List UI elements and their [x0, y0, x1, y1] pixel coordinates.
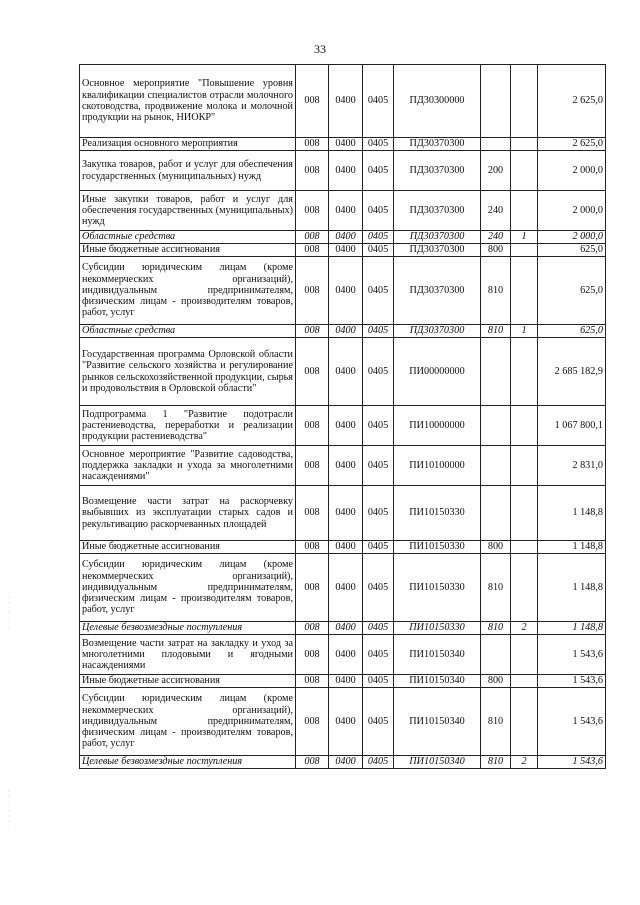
row-funding-source: 1: [511, 231, 538, 244]
table-row: [80, 406, 606, 446]
row-section-code: 0400: [329, 325, 363, 338]
row-target-article: ПИ10000000: [394, 406, 481, 446]
row-expense-type: 240: [481, 231, 511, 244]
row-description: Иные бюджетные ассигнования: [80, 244, 296, 257]
row-target-article: ПИ10150340: [394, 675, 481, 688]
row-subsection-code: 0405: [363, 446, 394, 486]
row-target-article: ПИ00000000: [394, 338, 481, 406]
row-ministry-code: 008: [296, 151, 329, 191]
row-description: Возмещение части затрат на закладку и уход за многолетними плодовыми и ягодными насаждениями: [80, 635, 296, 675]
row-section-code: 0400: [329, 675, 363, 688]
row-description: Основное мероприятие "Развитие садоводства, поддержка закладки и ухода за многолетними насаждениями": [80, 446, 296, 486]
row-section-code: 0400: [329, 257, 363, 325]
row-description: Основное мероприятие "Повышение уровня квалификации специалистов отрасли молочного скотоводства, продвижение молока и молочной продукции на рынок, НИОКР": [80, 65, 296, 138]
row-ministry-code: 008: [296, 756, 329, 769]
row-expense-type: 810: [481, 622, 511, 635]
row-description: Государственная программа Орловской области "Развитие сельского хозяйства и регулирование рынков сельскохозяйственной продукции, сырья и продовольствия в Орловской области": [80, 338, 296, 406]
row-funding-source: [511, 688, 538, 756]
row-expense-type: 200: [481, 151, 511, 191]
row-subsection-code: 0405: [363, 554, 394, 622]
row-amount: 1 543,6: [538, 688, 606, 756]
row-funding-source: [511, 138, 538, 151]
row-section-code: 0400: [329, 406, 363, 446]
row-description: Иные закупки товаров, работ и услуг для обеспечения государственных (муниципальных) нужд: [80, 191, 296, 231]
row-section-code: 0400: [329, 338, 363, 406]
row-target-article: ПД30300000: [394, 65, 481, 138]
table-row: [80, 622, 606, 635]
row-subsection-code: 0405: [363, 635, 394, 675]
table-row: [80, 635, 606, 675]
row-section-code: 0400: [329, 541, 363, 554]
row-section-code: 0400: [329, 635, 363, 675]
row-target-article: ПИ10150330: [394, 486, 481, 541]
row-ministry-code: 008: [296, 325, 329, 338]
row-target-article: ПД30370300: [394, 325, 481, 338]
row-subsection-code: 0405: [363, 486, 394, 541]
row-funding-source: [511, 486, 538, 541]
row-target-article: ПИ10150340: [394, 756, 481, 769]
row-subsection-code: 0405: [363, 138, 394, 151]
row-subsection-code: 0405: [363, 231, 394, 244]
table-row: [80, 486, 606, 541]
row-ministry-code: 008: [296, 541, 329, 554]
row-target-article: ПИ10150340: [394, 635, 481, 675]
row-section-code: 0400: [329, 554, 363, 622]
row-amount: 1 148,8: [538, 486, 606, 541]
row-expense-type: 810: [481, 756, 511, 769]
row-subsection-code: 0405: [363, 65, 394, 138]
row-funding-source: [511, 541, 538, 554]
row-funding-source: 1: [511, 325, 538, 338]
row-subsection-code: 0405: [363, 541, 394, 554]
row-target-article: ПД30370300: [394, 138, 481, 151]
row-subsection-code: 0405: [363, 406, 394, 446]
budget-table: [79, 64, 606, 769]
table-row: [80, 325, 606, 338]
row-description: Целевые безвозмездные поступления: [80, 756, 296, 769]
row-ministry-code: 008: [296, 446, 329, 486]
row-description: Иные бюджетные ассигнования: [80, 675, 296, 688]
row-subsection-code: 0405: [363, 338, 394, 406]
row-amount: 1 148,8: [538, 622, 606, 635]
row-description: Областные средства: [80, 325, 296, 338]
table-row: [80, 138, 606, 151]
row-target-article: ПД30370300: [394, 151, 481, 191]
row-subsection-code: 0405: [363, 257, 394, 325]
row-ministry-code: 008: [296, 622, 329, 635]
table-row: [80, 65, 606, 138]
row-target-article: ПИ10150330: [394, 554, 481, 622]
row-funding-source: [511, 406, 538, 446]
row-amount: 1 148,8: [538, 554, 606, 622]
row-section-code: 0400: [329, 231, 363, 244]
row-expense-type: [481, 635, 511, 675]
table-row: [80, 338, 606, 406]
row-section-code: 0400: [329, 486, 363, 541]
row-description: Субсидии юридическим лицам (кроме некоммерческих организаций), индивидуальным предпринимателям, физическим лицам - производителям товаров, работ, услуг: [80, 688, 296, 756]
row-section-code: 0400: [329, 151, 363, 191]
table-row: [80, 446, 606, 486]
row-ministry-code: 008: [296, 338, 329, 406]
row-expense-type: [481, 338, 511, 406]
row-ministry-code: 008: [296, 65, 329, 138]
table-row: [80, 675, 606, 688]
table-row: [80, 688, 606, 756]
row-expense-type: 800: [481, 541, 511, 554]
row-funding-source: 2: [511, 622, 538, 635]
row-expense-type: 800: [481, 675, 511, 688]
row-section-code: 0400: [329, 756, 363, 769]
row-subsection-code: 0405: [363, 756, 394, 769]
row-expense-type: [481, 446, 511, 486]
table-row: [80, 244, 606, 257]
row-section-code: 0400: [329, 622, 363, 635]
row-amount: 2 000,0: [538, 231, 606, 244]
table-row: [80, 191, 606, 231]
row-ministry-code: 008: [296, 231, 329, 244]
row-target-article: ПИ10100000: [394, 446, 481, 486]
row-amount: 625,0: [538, 257, 606, 325]
row-ministry-code: 008: [296, 257, 329, 325]
row-expense-type: [481, 138, 511, 151]
row-subsection-code: 0405: [363, 191, 394, 231]
row-amount: 2 685 182,9: [538, 338, 606, 406]
row-subsection-code: 0405: [363, 325, 394, 338]
table-row: [80, 257, 606, 325]
row-description: Реализация основного мероприятия: [80, 138, 296, 151]
row-ministry-code: 008: [296, 406, 329, 446]
row-target-article: ПИ10150340: [394, 688, 481, 756]
row-funding-source: 2: [511, 756, 538, 769]
table-row: [80, 756, 606, 769]
row-ministry-code: 008: [296, 191, 329, 231]
row-description: Областные средства: [80, 231, 296, 244]
row-ministry-code: 008: [296, 688, 329, 756]
row-amount: 1 148,8: [538, 541, 606, 554]
row-expense-type: 810: [481, 257, 511, 325]
row-funding-source: [511, 191, 538, 231]
table-row: [80, 554, 606, 622]
row-description: Подпрограмма 1 "Развитие подотрасли растениеводства, переработки и реализации продукции растениеводства": [80, 406, 296, 446]
row-target-article: ПД30370300: [394, 231, 481, 244]
row-section-code: 0400: [329, 138, 363, 151]
row-funding-source: [511, 244, 538, 257]
row-amount: 2 831,0: [538, 446, 606, 486]
row-description: Целевые безвозмездные поступления: [80, 622, 296, 635]
row-amount: 1 543,6: [538, 635, 606, 675]
table-row: [80, 231, 606, 244]
row-description: Субсидии юридическим лицам (кроме некоммерческих организаций), индивидуальным предпринимателям, физическим лицам - производителям товаров, работ, услуг: [80, 554, 296, 622]
row-target-article: ПИ10150330: [394, 622, 481, 635]
table-row: [80, 151, 606, 191]
row-ministry-code: 008: [296, 675, 329, 688]
row-subsection-code: 0405: [363, 675, 394, 688]
row-expense-type: [481, 406, 511, 446]
row-description: Субсидии юридическим лицам (кроме некоммерческих организаций), индивидуальным предпринимателям, физическим лицам - производителям товаров, работ, услуг: [80, 257, 296, 325]
row-funding-source: [511, 65, 538, 138]
row-target-article: ПД30370300: [394, 244, 481, 257]
row-expense-type: 810: [481, 688, 511, 756]
row-section-code: 0400: [329, 244, 363, 257]
row-amount: 1 543,6: [538, 756, 606, 769]
row-description: Возмещение части затрат на раскорчевку выбывших из эксплуатации старых садов и рекультивацию раскорчеванных площадей: [80, 486, 296, 541]
page-number: 33: [314, 42, 326, 56]
row-subsection-code: 0405: [363, 151, 394, 191]
row-ministry-code: 008: [296, 486, 329, 541]
row-expense-type: [481, 65, 511, 138]
row-funding-source: [511, 675, 538, 688]
row-target-article: ПИ10150330: [394, 541, 481, 554]
row-expense-type: 810: [481, 554, 511, 622]
scan-marks: · · · · · · · ·: [8, 789, 10, 830]
row-funding-source: [511, 151, 538, 191]
scan-marks: · · · · · · ·: [8, 595, 10, 631]
row-amount: 625,0: [538, 244, 606, 257]
row-funding-source: [511, 338, 538, 406]
row-expense-type: 810: [481, 325, 511, 338]
row-subsection-code: 0405: [363, 244, 394, 257]
row-amount: 1 543,6: [538, 675, 606, 688]
row-section-code: 0400: [329, 446, 363, 486]
row-amount: 2 625,0: [538, 65, 606, 138]
row-ministry-code: 008: [296, 554, 329, 622]
row-funding-source: [511, 446, 538, 486]
row-description: Закупка товаров, работ и услуг для обеспечения государственных (муниципальных) нужд: [80, 151, 296, 191]
row-ministry-code: 008: [296, 138, 329, 151]
row-subsection-code: 0405: [363, 688, 394, 756]
row-funding-source: [511, 554, 538, 622]
row-section-code: 0400: [329, 688, 363, 756]
row-amount: 625,0: [538, 325, 606, 338]
row-amount: 2 000,0: [538, 191, 606, 231]
row-expense-type: 800: [481, 244, 511, 257]
row-amount: 1 067 800,1: [538, 406, 606, 446]
row-amount: 2 625,0: [538, 138, 606, 151]
row-amount: 2 000,0: [538, 151, 606, 191]
row-description: Иные бюджетные ассигнования: [80, 541, 296, 554]
row-expense-type: [481, 486, 511, 541]
row-expense-type: 240: [481, 191, 511, 231]
table-row: [80, 541, 606, 554]
row-target-article: ПД30370300: [394, 257, 481, 325]
row-funding-source: [511, 635, 538, 675]
row-ministry-code: 008: [296, 244, 329, 257]
row-target-article: ПД30370300: [394, 191, 481, 231]
row-section-code: 0400: [329, 65, 363, 138]
row-funding-source: [511, 257, 538, 325]
row-ministry-code: 008: [296, 635, 329, 675]
row-subsection-code: 0405: [363, 622, 394, 635]
row-section-code: 0400: [329, 191, 363, 231]
